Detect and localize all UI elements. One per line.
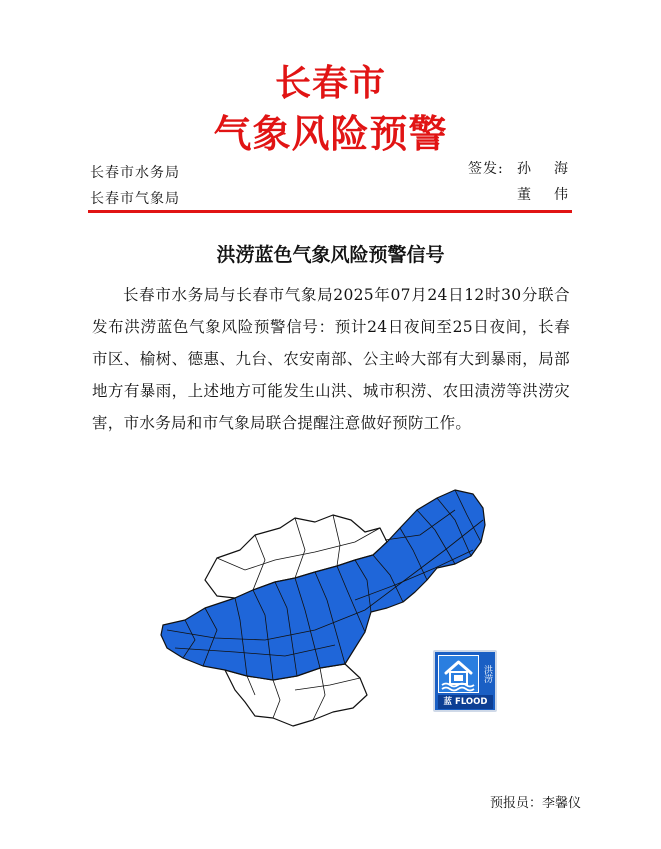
header-divider [88, 210, 572, 213]
signer-name-2: 董伟 [517, 187, 569, 203]
warning-body-text: 长春市水务局与长春市气象局2025年07月24日12时30分联合发布洪涝蓝色气象风险预警信号：预计24日夜间至25日夜间，长春市区、榆树、德惠、九台、农安南部、公主岭大部有大到暴雨，局部地方有暴雨，上述地方可能发生山洪、城市积涝、农田渍涝等洪涝灾害，市水务局和市气象局联合提醒注意做好预防工作。 [92, 286, 570, 432]
signer-label: 签发: [468, 161, 504, 177]
house-flood-icon [438, 655, 479, 693]
flood-sign-bottom-text: 蓝 FLOOD [438, 695, 493, 709]
signer-name-1: 孙海 [517, 161, 569, 177]
page-title-warning: 气象风险预警 [213, 112, 448, 156]
page-title-city: 长春市 [274, 63, 386, 104]
flood-sign-side-text: 洪涝 [482, 665, 492, 683]
issuer-meteorological-bureau: 长春市气象局 [90, 191, 180, 207]
issuer-water-bureau: 长春市水务局 [90, 165, 180, 181]
flood-blue-signal-badge [433, 650, 497, 712]
forecaster-credit: 预报员：李馨仪 [490, 796, 582, 811]
signal-title: 洪涝蓝色气象风险预警信号 [216, 244, 445, 266]
